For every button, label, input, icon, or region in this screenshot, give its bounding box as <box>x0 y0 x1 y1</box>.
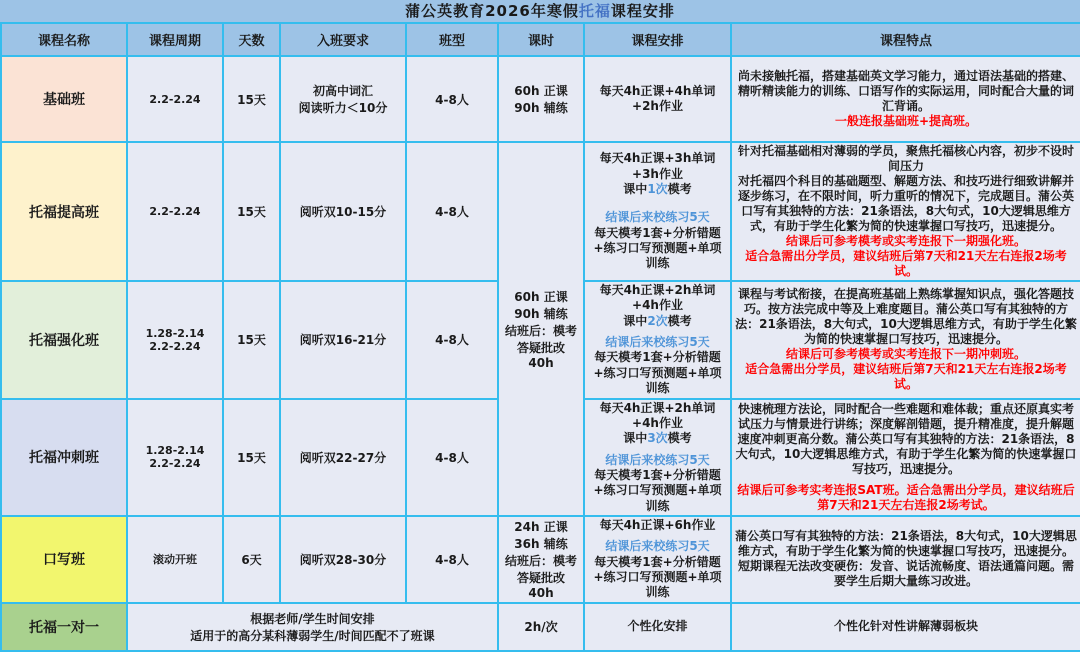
cell-basic-class-size: 4-8人 <box>406 56 498 142</box>
cell-kouxie-class-size: 4-8人 <box>406 516 498 603</box>
tigao-feature-note1: 结课后可参考模考或实考连报下一期强化班。 <box>785 234 1026 248</box>
cell-basic-features <box>731 56 1080 142</box>
tigao-schedule-mock <box>588 182 727 197</box>
cell-tigao-requirement: 阅听双10-15分 <box>280 142 406 281</box>
tigao-feature-note2: 适合急需出分学员，建议结班后第7天和21天左右连报2场考试。 <box>745 249 1067 278</box>
cell-basic-requirement: 初高中词汇 阅读听力＜10分 <box>280 56 406 142</box>
cell-qianghua-schedule <box>584 281 731 399</box>
cell-qianghua-name: 托福强化班 <box>1 281 127 399</box>
cell-chongci-name: 托福冲刺班 <box>1 399 127 517</box>
chongci-feature-text: 快速梳理方法论，同时配合一些难题和难体裁；重点还原真实考试压力与情景进行讲练；深度解剖错题，提升精准度，提升解题速度冲刺更高分数。蒲公英口写有其独特的方法：21条语法，8大句式，10大逻辑思维方式，有助于学生化繁为简的快速掌握口写技巧，迅速提分。 <box>735 401 1077 476</box>
kouxie-schedule-practice: 每天模考1套+分析错题+练习口写预测题+单项训练 <box>593 554 722 600</box>
qianghua-feature-note2: 适合急需出分学员，建议结班后第7天和21天左右连报2场考试。 <box>745 362 1067 392</box>
qianghua-feature-text: 课程与考试衔接，在提高班基础上熟练掌握知识点，强化答题技巧。按方法完成中等及上难度题目。蒲公英口写有其独特的方法：21条语法，8大句式，10大逻辑思维方式，有助于学生化繁为简的快速掌握口写技巧，迅速提分。 <box>735 287 1077 347</box>
spacer <box>588 197 727 210</box>
cell-one-hours: 2h/次 <box>498 603 584 651</box>
tigao-feature-text: 对托福四个科目的基础题型、解题方法、和技巧进行细致讲解并逐步练习，在不限时间，听力重听的情况下，完成题目。蒲公英口写有其独特的方法：21条语法，8大句式，10大逻辑思维方式，有助于学生化繁为简的快速掌握口写技巧，迅速提分。 <box>737 174 1074 233</box>
col-header-days: 天数 <box>223 23 280 56</box>
qianghua-schedule-daily: 每天4h正课+2h单词+4h作业 <box>599 283 716 313</box>
title-suffix: 课程安排 <box>610 2 675 20</box>
col-header-class-size: 班型 <box>406 23 498 56</box>
cell-chongci-requirement: 阅听双22-27分 <box>280 399 406 517</box>
cell-basic-name: 基础班 <box>1 56 127 142</box>
kouxie-schedule-daily: 每天4h正课+6h作业 <box>599 518 716 533</box>
title-prefix: 蒲公英教育2026年寒假 <box>405 2 579 20</box>
cell-basic-period: 2.2-2.24 <box>127 56 223 142</box>
cell-kouxie-requirement: 阅听双28-30分 <box>280 516 406 603</box>
cell-tigao-schedule <box>584 142 731 281</box>
row-one-on-one <box>1 603 1080 651</box>
col-header-features: 课程特点 <box>731 23 1080 56</box>
qianghua-schedule-practice: 每天模考1套+分析错题+练习口写预测题+单项训练 <box>593 350 722 396</box>
row-tigao <box>1 142 1080 281</box>
cell-tigao-class-size: 4-8人 <box>406 142 498 281</box>
cell-tigao-period: 2.2-2.24 <box>127 142 223 281</box>
cell-basic-hours: 60h 正课 90h 辅练 <box>498 56 584 142</box>
kouxie-feature-method: 蒲公英口写有其独特的方法：21条语法，8大句式，10大逻辑思维方式，有助于学生化繁为简的快速掌握口写技巧，迅速提分。 <box>735 529 1077 559</box>
tigao-schedule-daily: 每天4h正课+3h单词+3h作业 <box>599 151 716 181</box>
kouxie-feature-limit: 短期课程无法改变硬伤：发音、说话流畅度、语法通篇问题。需要学生后期大量练习改进。 <box>737 559 1074 589</box>
tigao-schedule-aftercourse: 结课后来校练习5天 <box>605 210 710 225</box>
cell-kouxie-hours: 24h 正课 36h 辅练 结班后：模考 答疑批改 40h <box>498 516 584 603</box>
cell-qianghua-class-size: 4-8人 <box>406 281 498 399</box>
cell-kouxie-name: 口写班 <box>1 516 127 603</box>
cell-qianghua-features <box>731 281 1080 399</box>
header-row <box>1 23 1080 56</box>
qianghua-feature-note1: 结课后可参考模考或实考连报下一期冲刺班。 <box>785 347 1026 362</box>
mock-suffix: 模考 <box>667 181 692 196</box>
cell-kouxie-days: 6天 <box>223 516 280 603</box>
tigao-mock-count: 1次 <box>647 181 668 196</box>
cell-chongci-period: 1.28-2.14 2.2-2.24 <box>127 399 223 517</box>
qianghua-mock-count: 2次 <box>647 313 668 328</box>
title-highlight: 托福 <box>578 2 611 20</box>
cell-chongci-schedule <box>584 399 731 517</box>
course-table <box>0 22 1080 652</box>
chongci-schedule-practice: 每天模考1套+分析错题+练习口写预测题+单项训练 <box>593 467 722 513</box>
chongci-schedule-aftercourse: 结课后来校练习5天 <box>605 452 710 467</box>
qianghua-schedule-mock <box>588 314 727 329</box>
cell-chongci-features <box>731 399 1080 517</box>
mock-suffix: 模考 <box>667 313 692 328</box>
mock-prefix: 课中 <box>623 181 648 196</box>
cell-basic-days: 15天 <box>223 56 280 142</box>
row-kouxie <box>1 516 1080 603</box>
chongci-feature-note: 结课后可参考实考连报SAT班。适合急需出分学员，建议结班后第7天和21天左右连报2场考试。 <box>737 482 1075 512</box>
tigao-schedule-practice: 每天模考1套+分析错题+练习口写预测题+单项训练 <box>593 225 722 271</box>
cell-chongci-days: 15天 <box>223 399 280 517</box>
cell-qianghua-period: 1.28-2.14 2.2-2.24 <box>127 281 223 399</box>
kouxie-schedule-aftercourse: 结课后来校练习5天 <box>605 539 710 554</box>
cell-chongci-class-size: 4-8人 <box>406 399 498 517</box>
chongci-schedule-daily: 每天4h正课+2h单词+4h作业 <box>599 400 716 430</box>
mock-prefix: 课中 <box>623 431 648 446</box>
cell-qianghua-requirement: 阅听双16-21分 <box>280 281 406 399</box>
col-header-period: 课程周期 <box>127 23 223 56</box>
cell-tigao-name: 托福提高班 <box>1 142 127 281</box>
row-basic <box>1 56 1080 142</box>
mock-suffix: 模考 <box>667 431 692 446</box>
tigao-feature-intro: 针对托福基础相对薄弱的学员，聚焦托福核心内容，初步不设时间压力 <box>737 144 1074 173</box>
cell-tigao-days: 15天 <box>223 142 280 281</box>
qianghua-schedule-aftercourse: 结课后来校练习5天 <box>605 335 710 350</box>
cell-kouxie-schedule <box>584 516 731 603</box>
basic-feature-text: 尚未接触托福，搭建基础英文学习能力，通过语法基础的搭建、精听精读能力的训练、口语写作的实际运用，同时配合大量的词汇背诵。 <box>737 69 1074 113</box>
cell-qianghua-days: 15天 <box>223 281 280 399</box>
chongci-schedule-mock <box>588 431 727 446</box>
cell-one-name: 托福一对一 <box>1 603 127 651</box>
chongci-mock-count: 3次 <box>647 431 668 446</box>
mock-prefix: 课中 <box>623 313 648 328</box>
col-header-schedule: 课程安排 <box>584 23 731 56</box>
cell-basic-schedule: 每天4h正课+4h单词+2h作业 <box>584 56 731 142</box>
cell-one-schedule: 个性化安排 <box>584 603 731 651</box>
cell-tigao-features <box>731 142 1080 281</box>
col-header-name: 课程名称 <box>1 23 127 56</box>
col-header-requirement: 入班要求 <box>280 23 406 56</box>
basic-feature-note: 一般连报基础班+提高班。 <box>834 114 978 128</box>
col-header-hours: 课时 <box>498 23 584 56</box>
cell-kouxie-period: 滚动开班 <box>127 516 223 603</box>
cell-kouxie-features <box>731 516 1080 603</box>
cell-one-arrangement: 根据老师/学生时间安排 适用于的高分某科薄弱学生/时间匹配不了班课 <box>127 603 498 651</box>
cell-merged-hours: 60h 正课 90h 辅练 结班后：模考 答疑批改 40h <box>498 142 584 516</box>
cell-one-features: 个性化针对性讲解薄弱板块 <box>731 603 1080 651</box>
page-title <box>0 0 1080 22</box>
